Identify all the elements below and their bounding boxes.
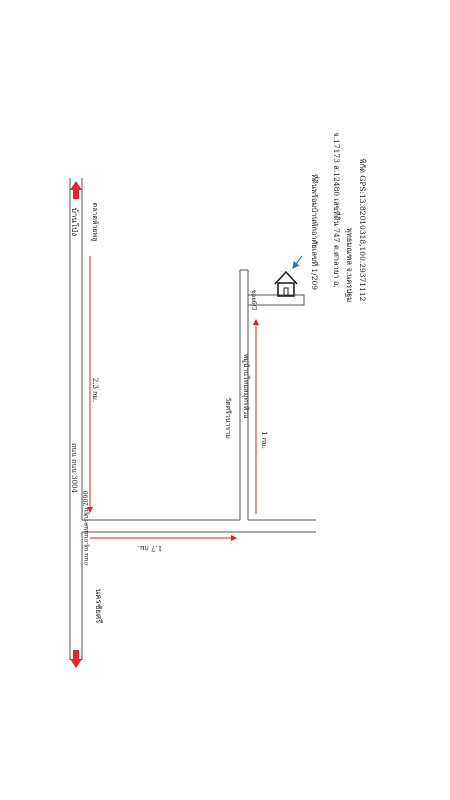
label-dist-1km: 1 กม. <box>260 431 268 449</box>
property-line-2: จ.17173 ส.12480 เลขที่ดิน 747 ต.ศาลายา อ. <box>332 132 341 288</box>
label-village: หมู่บ้านไทยสมุทรหัวอ <box>242 353 250 419</box>
house-icon <box>275 272 297 296</box>
label-soi: ซอย6/3 <box>250 289 257 311</box>
branch-road <box>82 520 316 532</box>
label-road-2090: ถนน นฐ.ถนนนครปฐม 2090 <box>83 490 90 566</box>
arrow-down-icon <box>70 650 82 668</box>
label-dist-1-7km: 1.7 กม. <box>137 544 163 552</box>
main-road <box>70 178 82 660</box>
property-line-1: ที่ดินพร้อมบ้านพักอาศัยเลขที่ 1/209 <box>310 173 319 291</box>
arrow-up-icon <box>70 181 82 199</box>
label-to-nakhon-chai-si: นครชัยศรี <box>94 588 103 624</box>
label-to-ban-pong: บ้านโป่ง <box>70 207 79 237</box>
pointer-arrow-icon <box>293 256 302 268</box>
gps-coordinates: พิกัด GPS:13.82010318,100.29371112 <box>358 158 367 302</box>
label-road-3004: ถนน ถนน 3004 <box>70 443 78 493</box>
label-market: ตลาดห้วยพลู <box>91 202 99 242</box>
property-line-3: พุทธมณฑล จ.นครปฐม <box>345 227 354 303</box>
label-temple: วัดศรีวนาราม <box>224 397 232 439</box>
label-dist-2-3km: 2.3 กม. <box>91 377 99 403</box>
